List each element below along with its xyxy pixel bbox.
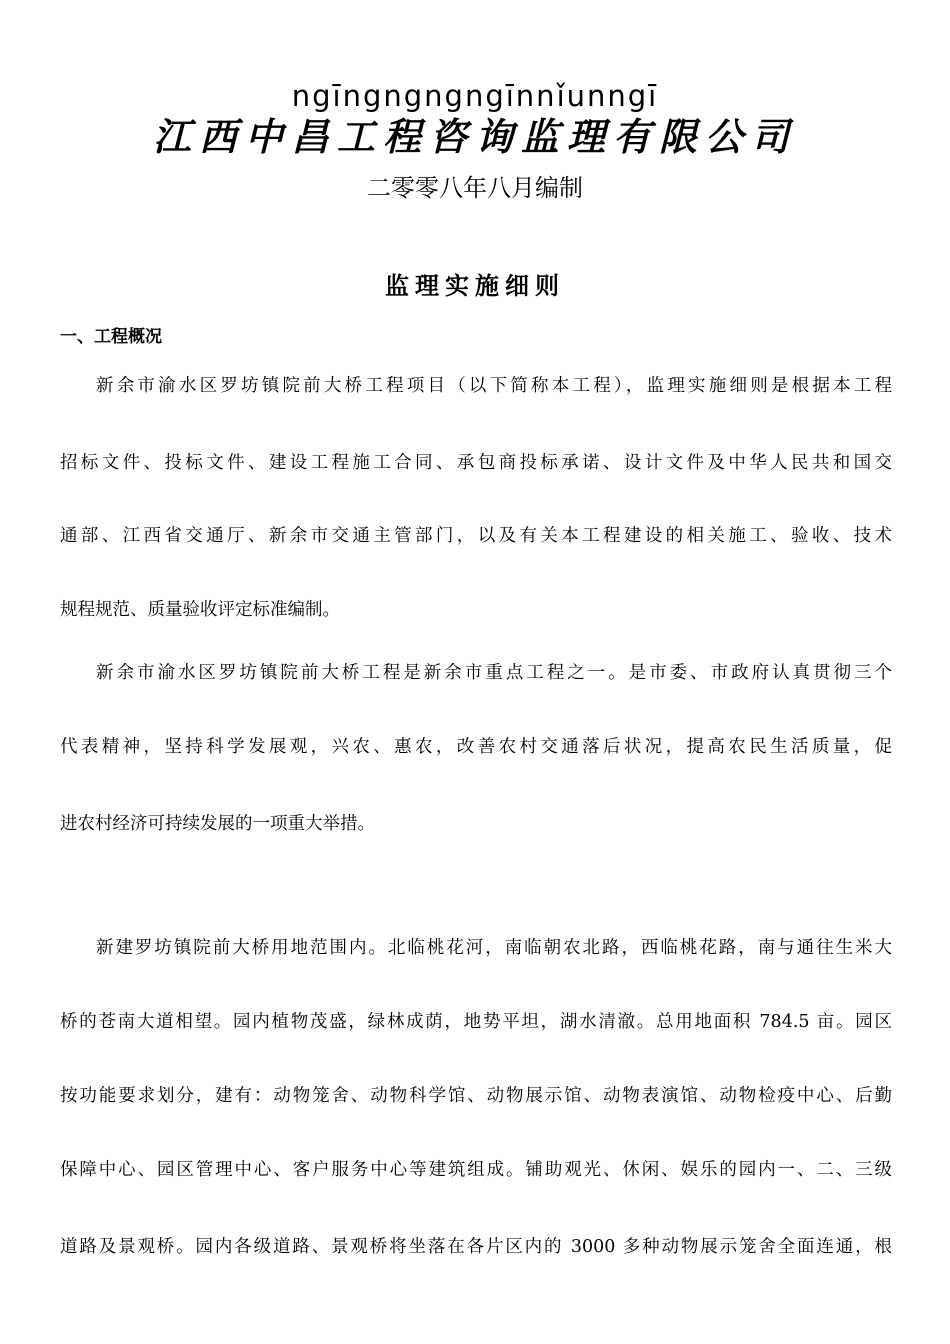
paragraph-2-line-2: 代表精神，坚持科学发展观，兴农、惠农，改善农村交通落后状况，提高农民生活质量，促: [60, 737, 892, 757]
paragraph-3-line-5: 道路及景观桥。园内各级道路、景观桥将坐落在各片区内的 3000 多种动物展示笼舍全面连通，根: [60, 1237, 892, 1257]
paragraph-3-line-4: 保障中心、园区管理中心、客户服务中心等建筑组成。铺助观光、休闲、娱乐的园内一、二、三级: [60, 1160, 892, 1180]
paragraph-1-line-1: 新余市渝水区罗坊镇院前大桥工程项目（以下简称本工程），监理实施细则是根据本工程: [96, 376, 892, 396]
paragraph-3-line-2: 桥的苍南大道相望。园内植物茂盛，绿林成荫，地势平坦，湖水清澈。总用地面积 784.5 亩。园区: [60, 1012, 892, 1032]
paragraph-3-line-1: 新建罗坊镇院前大桥用地范围内。北临桃花河，南临朝农北路，西临桃花路，南与通往生米大: [96, 938, 892, 958]
company-pinyin: ngīngngngngīnnǐunngī: [291, 79, 659, 113]
paragraph-2-line-1: 新余市渝水区罗坊镇院前大桥工程是新余市重点工程之一。是市委、市政府认真贯彻三个: [96, 663, 892, 683]
paragraph-3-line-3: 按功能要求划分，建有：动物笼舍、动物科学馆、动物展示馆、动物表演馆、动物检疫中心、后勤: [60, 1086, 892, 1106]
paragraph-2-line-3: 进农村经济可持续发展的一项重大举措。: [60, 814, 375, 834]
section-heading: 一、工程概况: [60, 327, 162, 347]
compile-date: 二零零八年八月编制: [367, 174, 583, 202]
company-name: 江西中昌工程咨询监理有限公司: [152, 114, 797, 159]
paragraph-1-line-4: 规程规范、质量验收评定标准编制。: [60, 600, 340, 620]
document-title: 监理实施细则: [385, 271, 565, 300]
paragraph-1-line-3: 通部、江西省交通厅、新余市交通主管部门，以及有关本工程建设的相关施工、验收、技术: [60, 526, 892, 546]
paragraph-1-line-2: 招标文件、投标文件、建设工程施工合同、承包商投标承诺、设计文件及中华人民共和国交: [60, 453, 892, 473]
